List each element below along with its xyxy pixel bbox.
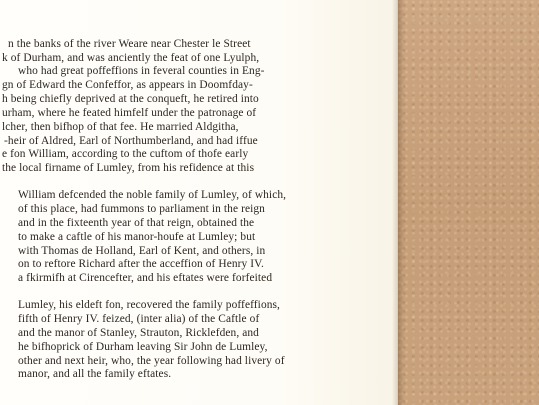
text-line: other and next heir, who, the year following had livery of <box>18 355 285 367</box>
text-line: of this place, had fummons to parliament in the reign <box>18 203 265 215</box>
text-line: he bifhoprick of Durham leaving Sir John de Lumley, <box>18 341 268 353</box>
board-shadow <box>398 0 404 405</box>
text-line: k of Durham, and was anciently the feat of one Lyulph, <box>2 52 260 64</box>
text-line: fifth of Henry IV. feized, (inter alia) of the Caftle of <box>18 313 260 325</box>
text-line: a fkirmifh at Cirencefter, and his eftates were forfeited <box>18 272 273 284</box>
text-line: h being chiefly deprived at the conqueft, he retired into <box>2 93 259 105</box>
text-line: the local firname of Lumley, from his refidence at this <box>2 162 255 174</box>
text-line: urham, where he feated himfelf under the patronage of <box>2 107 257 119</box>
text-line: on to reftore Richard after the acceffion of Henry IV. <box>18 258 264 270</box>
text-line: William defcended the noble family of Lumley, of which, <box>18 189 287 201</box>
text-line: e fon William, according to the cuftom of thofe early <box>2 148 249 160</box>
text-line: and in the fixteenth year of that reign, obtained the <box>18 217 255 229</box>
binding-board <box>398 0 539 405</box>
text-line: and the manor of Stanley, Strauton, Ricklefden, and <box>18 327 259 339</box>
text-line: to make a caftle of his manor-houfe at Lumley; but <box>18 231 256 243</box>
text-line: who had great poffeffions in feveral counties in Eng- <box>18 65 265 77</box>
text-line: -heir of Aldred, Earl of Northumberland, and had iffue <box>4 135 258 147</box>
text-line: Lumley, his eldeft fon, recovered the family poffeffions, <box>18 299 281 311</box>
text-line: n the banks of the river Weare near Chester le Street <box>8 38 251 50</box>
text-line: lcher, then bifhop of that fee. He married Aldgitha, <box>2 121 239 133</box>
text-line: with Thomas de Holland, Earl of Kent, and others, in <box>18 245 266 257</box>
text-line: manor, and all the family eftates. <box>18 368 172 380</box>
text-line: gn of Edward the Confeffor, as appears in Doomfday- <box>2 79 253 91</box>
